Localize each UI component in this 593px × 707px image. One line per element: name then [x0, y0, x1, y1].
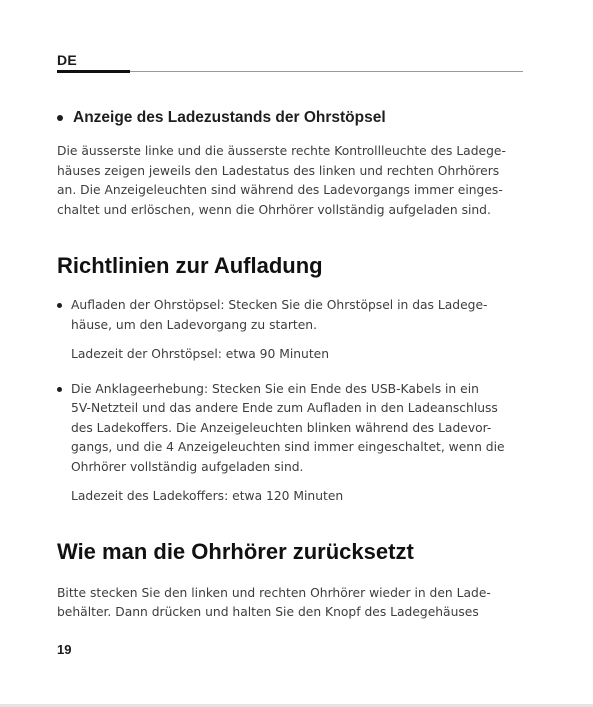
- text-line: häuse, um den Ladevorgang zu starten.: [71, 317, 317, 332]
- text-line: chaltet und erlöschen, wenn die Ohrhörer vollständig aufgeladen sind.: [57, 202, 491, 217]
- language-label: DE: [57, 52, 78, 68]
- text-line: Bitte stecken Sie den linken und rechten Ohrhörer wieder in den Lade-: [57, 585, 491, 600]
- charge-indicator-heading-text: Anzeige des Ladezustands der Ohrstöpsel: [73, 109, 386, 126]
- bullet-dot-icon: [57, 387, 62, 392]
- charge-indicator-paragraph: [57, 142, 523, 220]
- text-line: Die äusserste linke und die äusserste rechte Kontrollleuchte des Ladege-: [57, 144, 506, 158]
- header-accent-bar: [57, 70, 130, 73]
- case-charging-text: [71, 380, 523, 478]
- charge-indicator-heading: [57, 108, 523, 128]
- text-line: gangs, und die 4 Anzeigeleuchten sind immer eingeschaltet, wenn die: [71, 440, 505, 454]
- reset-instructions-paragraph: [57, 584, 523, 623]
- text-line: Ohrhörer vollständig aufgeladen sind.: [71, 459, 304, 474]
- text-line: Aufladen der Ohrstöpsel: Stecken Sie die Ohrstöpsel in das Ladege-: [71, 298, 488, 312]
- case-charging-item: [57, 380, 523, 478]
- earbuds-charging-item: [57, 296, 523, 335]
- page-content: [57, 108, 523, 623]
- text-line: an. Die Anzeigeleuchten sind während des Ladevorgangs immer einges-: [57, 183, 503, 197]
- bullet-dot-icon: [57, 115, 63, 121]
- text-line: 5V-Netzteil und das andere Ende zum Aufladen in den Ladeanschluss: [71, 401, 498, 415]
- earbuds-charging-text: [71, 296, 523, 335]
- bullet-dot-icon: [57, 303, 62, 308]
- text-line: behälter. Dann drücken und halten Sie den Knopf des Ladegehäuses: [57, 605, 479, 619]
- charging-guidelines-heading: Richtlinien zur Aufladung: [57, 253, 323, 278]
- case-charge-time: Ladezeit des Ladekoffers: etwa 120 Minuten: [71, 489, 344, 503]
- text-line: Die Anklageerhebung: Stecken Sie ein Ende des USB-Kabels in ein: [71, 381, 479, 396]
- earbuds-charge-time: Ladezeit der Ohrstöpsel: etwa 90 Minuten: [71, 347, 330, 361]
- text-line: häuses zeigen jeweils den Ladestatus des linken und rechten Ohrhörers: [57, 163, 500, 178]
- text-line: des Ladekoffers. Die Anzeigeleuchten blinken während des Ladevor-: [71, 420, 492, 435]
- reset-earbuds-heading: Wie man die Ohrhörer zurücksetzt: [57, 538, 414, 564]
- page-number: 19: [57, 642, 72, 657]
